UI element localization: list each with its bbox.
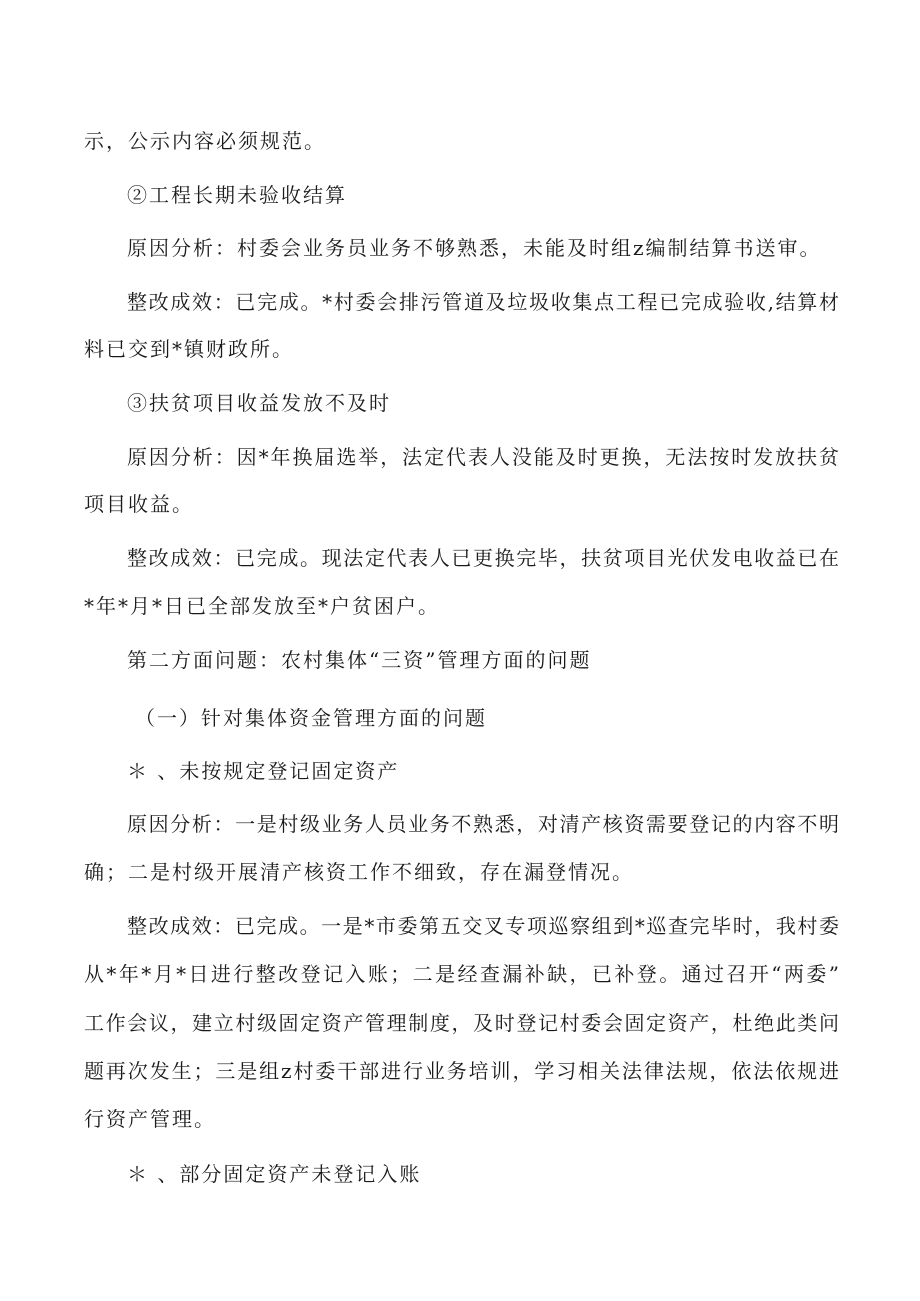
item-heading: ＊ 、部分固定资产未登记入账 <box>127 1162 422 1186</box>
paragraph-line: 整改成效：已完成。一是*市委第五交叉专项巡察组到*巡查完毕时，我村委 <box>127 914 839 938</box>
paragraph-line: *年*月*日已全部发放至*户贫困户。 <box>84 594 440 618</box>
paragraph-line: 整改成效：已完成。*村委会排污管道及垃圾收集点工程已完成验收,结算材 <box>127 290 839 314</box>
paragraph-line: 料已交到*镇财政所。 <box>84 337 294 361</box>
paragraph-line: 从*年*月*日进行整改登记入账；二是经查漏补缺，已补登。通过召开“两委” <box>84 962 839 986</box>
paragraph-line: 原因分析：因*年换届选举，法定代表人没能及时更换，无法按时发放扶贫 <box>127 445 839 469</box>
paragraph-line: 原因分析：村委会业务员业务不够熟悉，未能及时组z编制结算书送审。 <box>127 236 822 260</box>
section-heading: 第二方面问题：农村集体“三资”管理方面的问题 <box>127 648 592 672</box>
section-heading: ②工程长期未验收结算 <box>127 183 347 207</box>
paragraph-line: 行资产管理。 <box>84 1107 216 1131</box>
item-heading: ＊ 、未按规定登记固定资产 <box>127 759 400 783</box>
paragraph-line: 工作会议，建立村级固定资产管理制度，及时登记村委会固定资产，杜绝此类问 <box>84 1011 839 1035</box>
section-heading: ③扶贫项目收益发放不及时 <box>127 391 391 415</box>
subsection-heading: （一）针对集体资金管理方面的问题 <box>135 706 487 730</box>
paragraph-line: 原因分析：一是村级业务人员业务不熟悉，对清产核资需要登记的内容不明 <box>127 812 839 836</box>
paragraph-line: 示，公示内容必须规范。 <box>84 129 326 153</box>
paragraph-line: 整改成效：已完成。现法定代表人已更换完毕，扶贫项目光伏发电收益已在 <box>127 546 839 570</box>
paragraph-line: 项目收益。 <box>84 492 194 516</box>
paragraph-line: 确；二是村级开展清产核资工作不细致，存在漏登情况。 <box>84 860 634 884</box>
paragraph-line: 题再次发生；三是组z村委干部进行业务培训，学习相关法律法规，依法依规进 <box>84 1059 839 1083</box>
